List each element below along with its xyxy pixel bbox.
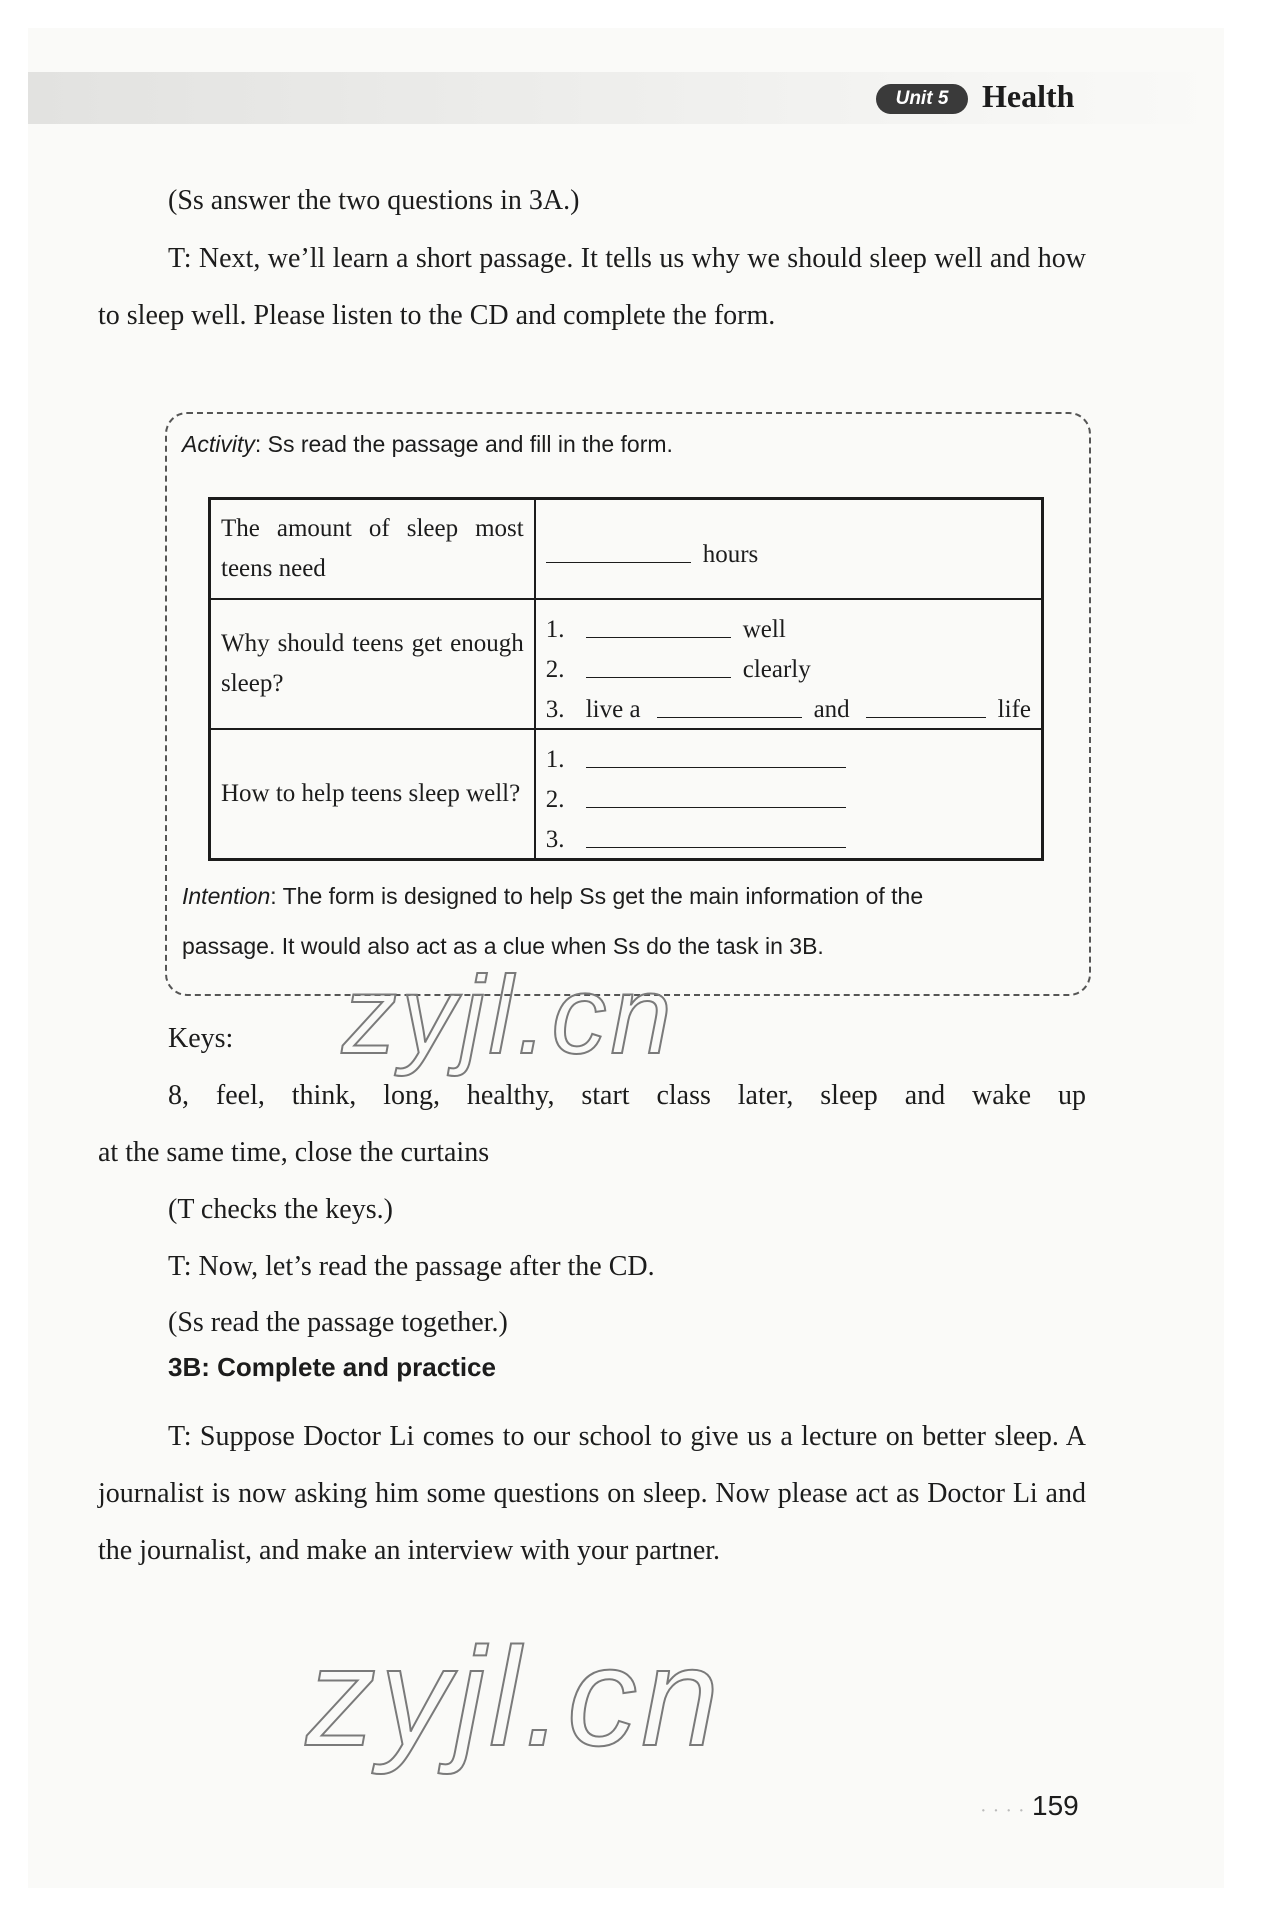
intention-label: Intention [182, 883, 271, 909]
blank-well[interactable] [586, 609, 731, 638]
intention-text-1: : The form is designed to help Ss get the main information of the [270, 883, 924, 909]
paragraph-check-keys: (T checks the keys.) [168, 1194, 393, 1225]
table-row [210, 499, 1043, 599]
unit-badge: Unit 5 [876, 84, 968, 114]
activity-line [182, 428, 673, 460]
page-number: 159 [1032, 1790, 1079, 1821]
sleep-form-table [208, 497, 1044, 861]
item-number: 3. [545, 695, 565, 723]
unit-title: Health [982, 78, 1075, 114]
life-label: life [997, 695, 1031, 723]
question-cell-how: How to help teens sleep well? [210, 729, 535, 860]
section-heading-3b: 3B: Complete and practice [168, 1352, 496, 1382]
and-label: and [813, 695, 850, 723]
blank-how-2[interactable] [586, 779, 846, 808]
table-row [210, 729, 1043, 860]
intention-line-1 [182, 880, 923, 912]
blank-how-1[interactable] [586, 739, 846, 768]
answer-cell-amount [535, 499, 1043, 599]
activity-text: : Ss read the passage and fill in the form. [254, 431, 673, 457]
question-cell-why: Why should teens get enough sleep? [210, 599, 535, 729]
answer-cell-how [535, 729, 1043, 860]
item-number: 2. [545, 785, 565, 813]
item-number: 2. [545, 655, 565, 683]
blank-hours[interactable] [546, 534, 691, 563]
item-number: 3. [545, 825, 565, 853]
well-label: well [742, 615, 786, 643]
clearly-label: clearly [742, 655, 811, 683]
paragraph-3b: T: Suppose Doctor Li comes to our school to give us a lecture on better sleep. A journalist is now asking him some questions on sleep. Now please act as Doctor Li and the journalist, and make an interview with your partner. [98, 1421, 1086, 1566]
paragraph-read-together: (Ss read the passage together.) [168, 1307, 508, 1338]
question-cell-amount: The amount of sleep most teens need [210, 499, 535, 599]
live-a-label: live a [585, 695, 641, 723]
keys-label: Keys: [168, 1023, 234, 1054]
item-number: 1. [545, 615, 565, 643]
blank-clearly[interactable] [586, 649, 731, 678]
blank-life-quality-1[interactable] [657, 689, 802, 718]
hours-label: hours [702, 540, 759, 568]
keys-line-1: 8, feel, think, long, healthy, start class later, sleep and wake up [168, 1080, 1086, 1111]
page-dots: ···· [980, 1800, 1031, 1822]
paragraph-read-after-cd: T: Now, let’s read the passage after the CD. [168, 1251, 655, 1282]
keys-line-2: at the same time, close the curtains [98, 1137, 490, 1168]
table-row [210, 599, 1043, 729]
intention-text-2: passage. It would also act as a clue when Ss do the task in 3B. [182, 933, 824, 959]
blank-life-quality-2[interactable] [866, 689, 986, 718]
activity-label: Activity [182, 431, 255, 457]
blank-how-3[interactable] [586, 819, 846, 848]
paragraph-next-passage: T: Next, we’ll learn a short passage. It tells us why we should sleep well and how to sleep well. Please listen to the CD and complete the form. [98, 243, 1086, 331]
paragraph-answer-3a: (Ss answer the two questions in 3A.) [168, 185, 580, 216]
answer-cell-why [535, 599, 1043, 729]
item-number: 1. [545, 745, 565, 773]
